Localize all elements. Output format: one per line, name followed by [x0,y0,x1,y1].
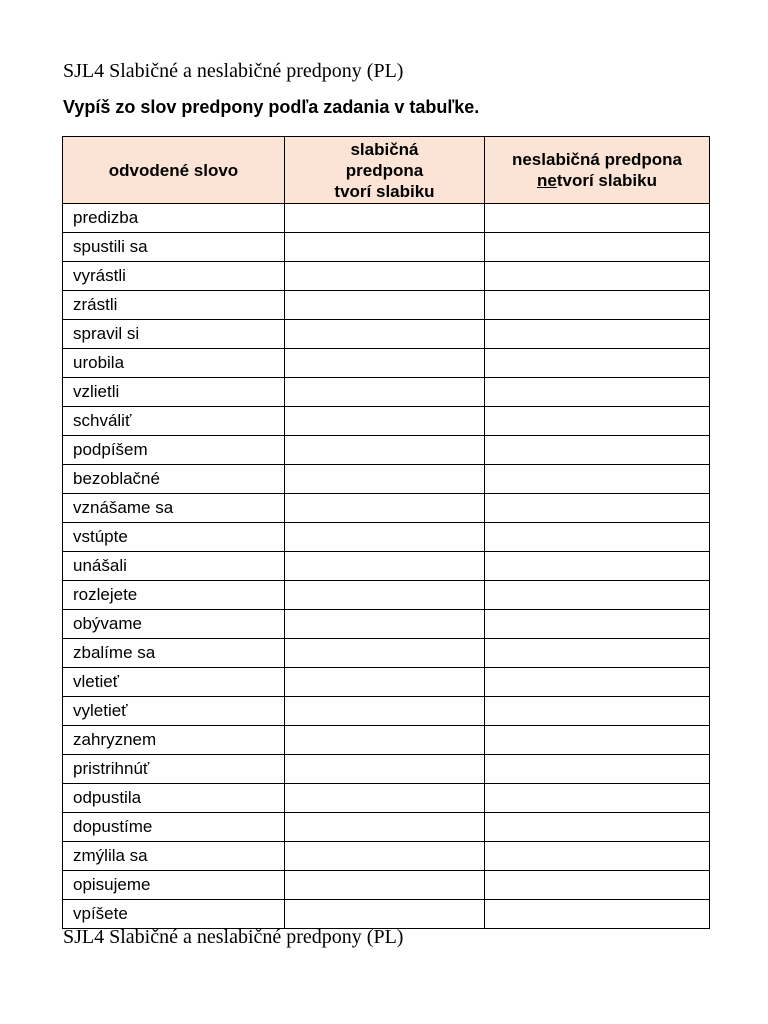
syllabic-prefix-answer-cell[interactable] [285,552,485,581]
table-row [63,581,710,610]
page-footer: SJL4 Slabičné a neslabičné predpony (PL) [63,926,404,948]
nonsyllabic-prefix-answer-cell[interactable] [485,871,710,900]
column-header-syllabic-line2: predpona [345,160,424,180]
nonsyllabic-prefix-answer-cell[interactable] [485,378,710,407]
syllabic-prefix-answer-cell[interactable] [285,755,485,784]
table-row [63,378,710,407]
syllabic-prefix-answer-cell[interactable] [285,494,485,523]
syllabic-prefix-answer-cell[interactable] [285,697,485,726]
table-row [63,842,710,871]
derived-word-cell: predizba [63,204,285,233]
table-row [63,291,710,320]
nonsyllabic-prefix-answer-cell[interactable] [485,668,710,697]
syllabic-prefix-answer-cell[interactable] [285,813,485,842]
derived-word-cell: podpíšem [63,436,285,465]
syllabic-prefix-answer-cell[interactable] [285,668,485,697]
table-row [63,552,710,581]
table-row [63,436,710,465]
column-header-syllabic-line3: tvorí slabiku [334,181,435,201]
nonsyllabic-prefix-answer-cell[interactable] [485,291,710,320]
table-row [63,233,710,262]
derived-word-cell: vstúpte [63,523,285,552]
column-header-nonsyllabic-underlined: ne [537,171,557,190]
syllabic-prefix-answer-cell[interactable] [285,204,485,233]
nonsyllabic-prefix-answer-cell[interactable] [485,639,710,668]
table-row [63,204,710,233]
table-row [63,320,710,349]
derived-word-cell: unášali [63,552,285,581]
derived-word-cell: vletieť [63,668,285,697]
nonsyllabic-prefix-answer-cell[interactable] [485,233,710,262]
derived-word-cell: opisujeme [63,871,285,900]
derived-word-cell: obývame [63,610,285,639]
table-row [63,494,710,523]
table-row [63,871,710,900]
syllabic-prefix-answer-cell[interactable] [285,320,485,349]
nonsyllabic-prefix-answer-cell[interactable] [485,610,710,639]
nonsyllabic-prefix-answer-cell[interactable] [485,262,710,291]
nonsyllabic-prefix-answer-cell[interactable] [485,755,710,784]
table-row [63,262,710,291]
syllabic-prefix-answer-cell[interactable] [285,233,485,262]
syllabic-prefix-answer-cell[interactable] [285,523,485,552]
syllabic-prefix-answer-cell[interactable] [285,610,485,639]
derived-word-cell: vyrástli [63,262,285,291]
derived-word-cell: zbalíme sa [63,639,285,668]
derived-word-cell: zahryznem [63,726,285,755]
column-header-nonsyllabic [485,137,710,204]
derived-word-cell: urobila [63,349,285,378]
table-header-row [63,137,710,204]
table-row [63,813,710,842]
nonsyllabic-prefix-answer-cell[interactable] [485,465,710,494]
table-row [63,726,710,755]
column-header-syllabic [285,137,485,204]
derived-word-cell: bezoblačné [63,465,285,494]
derived-word-cell: spustili sa [63,233,285,262]
nonsyllabic-prefix-answer-cell[interactable] [485,697,710,726]
table-row [63,465,710,494]
nonsyllabic-prefix-answer-cell[interactable] [485,494,710,523]
table-row [63,349,710,378]
nonsyllabic-prefix-answer-cell[interactable] [485,523,710,552]
table-row [63,639,710,668]
derived-word-cell: vznášame sa [63,494,285,523]
derived-word-cell: rozlejete [63,581,285,610]
nonsyllabic-prefix-answer-cell[interactable] [485,320,710,349]
derived-word-cell: vpíšete [63,900,285,929]
derived-word-cell: spravil si [63,320,285,349]
table-row [63,784,710,813]
derived-word-cell: dopustíme [63,813,285,842]
derived-word-cell: zrástli [63,291,285,320]
table-row [63,697,710,726]
nonsyllabic-prefix-answer-cell[interactable] [485,726,710,755]
nonsyllabic-prefix-answer-cell[interactable] [485,784,710,813]
nonsyllabic-prefix-answer-cell[interactable] [485,842,710,871]
nonsyllabic-prefix-answer-cell[interactable] [485,581,710,610]
syllabic-prefix-answer-cell[interactable] [285,349,485,378]
prefix-table [62,136,710,929]
nonsyllabic-prefix-answer-cell[interactable] [485,407,710,436]
syllabic-prefix-answer-cell[interactable] [285,726,485,755]
column-header-nonsyllabic-line1: neslabičná predpona [511,150,683,169]
instruction-text: Vypíš zo slov predpony podľa zadania v tabuľke. [63,97,480,117]
syllabic-prefix-answer-cell[interactable] [285,262,485,291]
syllabic-prefix-answer-cell[interactable] [285,378,485,407]
derived-word-cell: pristrihnúť [63,755,285,784]
page-title: SJL4 Slabičné a neslabičné predpony (PL) [63,60,404,82]
syllabic-prefix-answer-cell[interactable] [285,784,485,813]
nonsyllabic-prefix-answer-cell[interactable] [485,552,710,581]
table-row [63,610,710,639]
syllabic-prefix-answer-cell[interactable] [285,436,485,465]
nonsyllabic-prefix-answer-cell[interactable] [485,813,710,842]
nonsyllabic-prefix-answer-cell[interactable] [485,436,710,465]
syllabic-prefix-answer-cell[interactable] [285,639,485,668]
column-header-word: odvodené slovo [63,137,285,204]
table-row [63,407,710,436]
column-header-syllabic-line1: slabičná [350,139,419,159]
derived-word-cell: vyletieť [63,697,285,726]
syllabic-prefix-answer-cell[interactable] [285,871,485,900]
syllabic-prefix-answer-cell[interactable] [285,465,485,494]
derived-word-cell: schváliť [63,407,285,436]
derived-word-cell: odpustila [63,784,285,813]
nonsyllabic-prefix-answer-cell[interactable] [485,900,710,929]
table-row [63,668,710,697]
table-row [63,755,710,784]
column-header-nonsyllabic-rest: tvorí slabiku [556,171,657,190]
syllabic-prefix-answer-cell[interactable] [285,407,485,436]
table-row [63,523,710,552]
derived-word-cell: zmýlila sa [63,842,285,871]
nonsyllabic-prefix-answer-cell[interactable] [485,204,710,233]
syllabic-prefix-answer-cell[interactable] [285,581,485,610]
derived-word-cell: vzlietli [63,378,285,407]
table-body [63,204,710,929]
syllabic-prefix-answer-cell[interactable] [285,291,485,320]
syllabic-prefix-answer-cell[interactable] [285,842,485,871]
nonsyllabic-prefix-answer-cell[interactable] [485,349,710,378]
